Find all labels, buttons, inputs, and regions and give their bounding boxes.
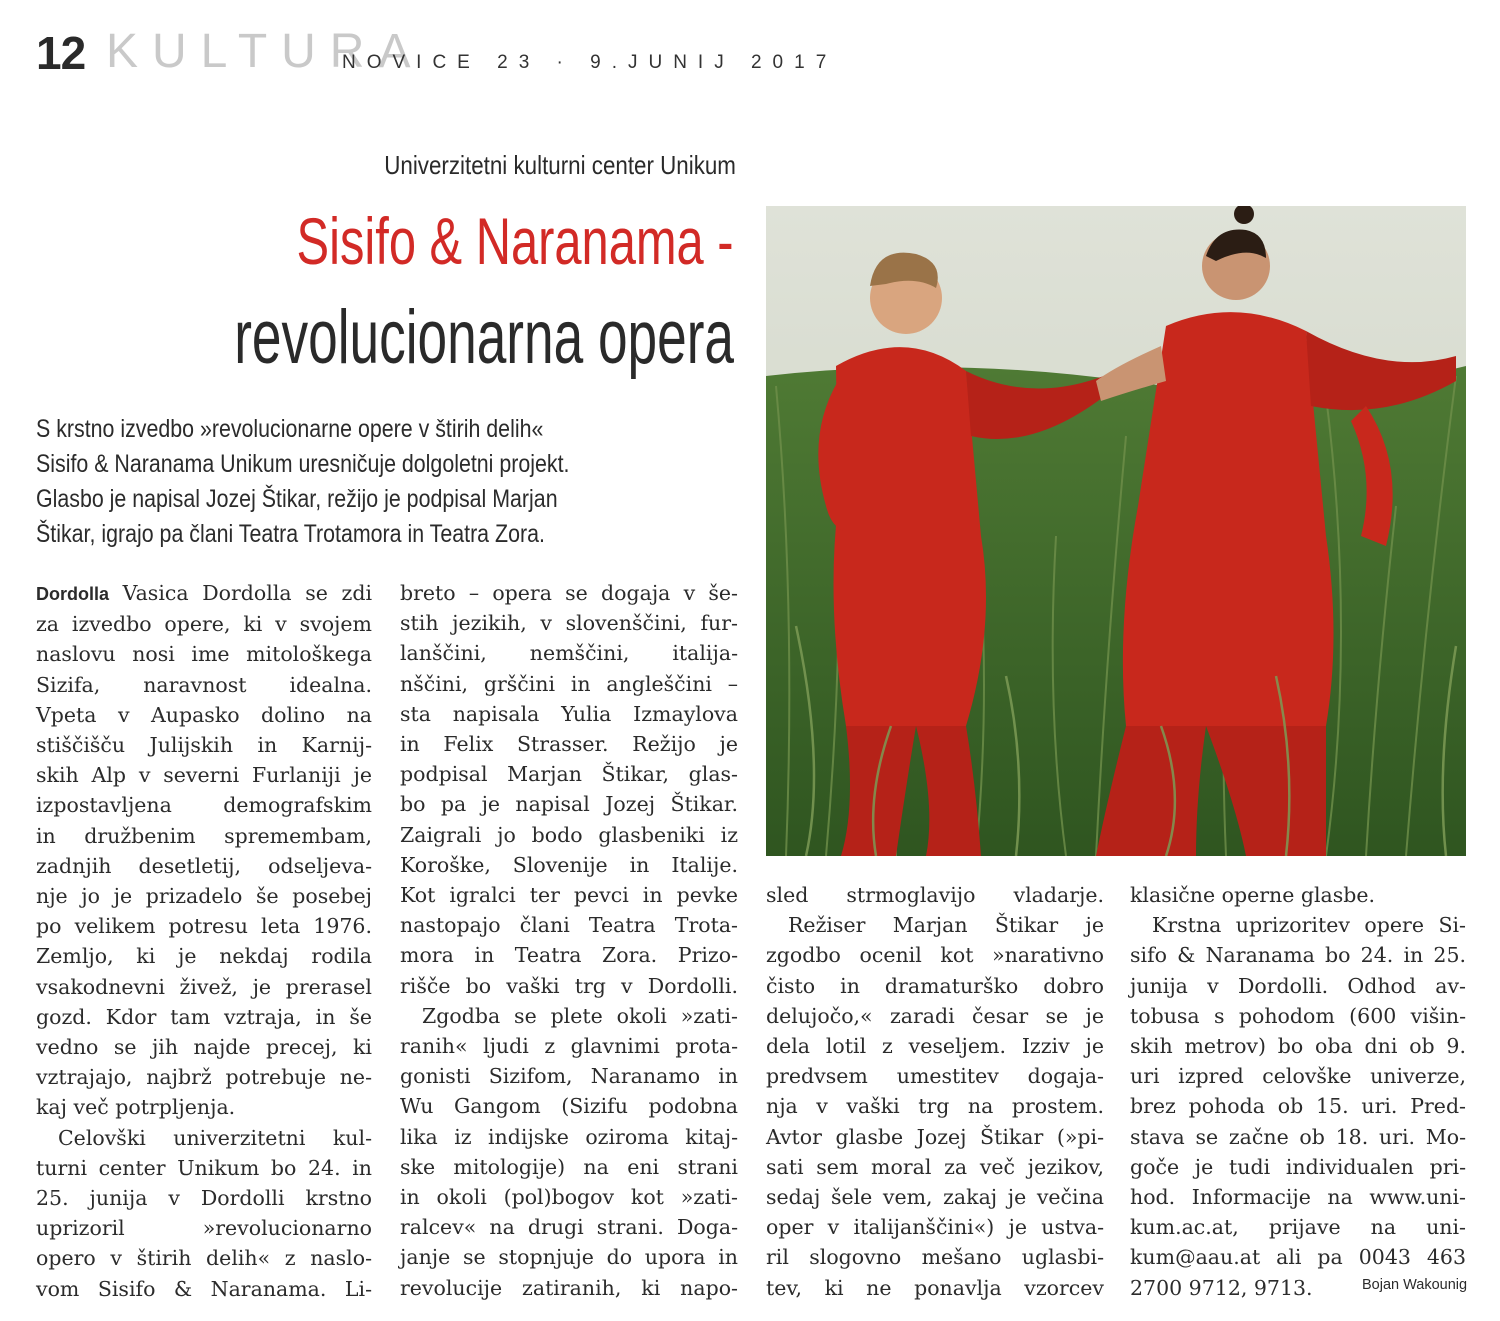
body-line: Vpeta v Aupasko dolino na bbox=[36, 702, 372, 727]
body-line: kaj več potrpljenja. bbox=[36, 1095, 236, 1120]
body-line: ske mitologije) na eni strani bbox=[400, 1154, 738, 1179]
body-line: za izvedbo opere, ki v svojem bbox=[36, 612, 372, 637]
body-text: Vasica Dordolla se zdi bbox=[109, 581, 372, 605]
body-line: in okoli (pol)bogov kot »zati- bbox=[400, 1185, 738, 1210]
article-column-3 bbox=[766, 880, 1104, 1303]
article-kicker: Univerzitetni kulturni center Unikum bbox=[384, 150, 736, 180]
body-line: in družbenim spremembam, bbox=[36, 823, 372, 848]
page-number: 12 bbox=[36, 27, 86, 79]
body-line: Zgodba se plete okoli »zati- bbox=[422, 1003, 738, 1028]
body-line: stih jezikih, v slovenščini, fur- bbox=[400, 611, 738, 636]
body-line: 2700 9712, 9713. bbox=[1130, 1275, 1313, 1300]
body-line: in Felix Strasser. Režijo je bbox=[400, 732, 738, 757]
body-line: vom Sisifo & Naranama. Li- bbox=[36, 1276, 372, 1301]
body-line: Koroške, Slovenije in Italije. bbox=[400, 852, 738, 877]
body-line: skih metrov) bo oba dni ob 9. bbox=[1130, 1034, 1466, 1059]
body-line: vztrajajo, najbrž potrebuje ne- bbox=[36, 1065, 372, 1090]
lead-line: Štikar, igrajo pa člani Teatra Trotamora in Teatra Zora. bbox=[36, 520, 545, 548]
body-line: stiščišču Julijskih in Karnij- bbox=[36, 733, 372, 758]
masthead bbox=[30, 22, 850, 84]
photo-performers-icon bbox=[766, 206, 1466, 856]
body-line: goče je tudi individualen pri- bbox=[1130, 1154, 1466, 1179]
body-line: gonisti Sizifom, Naranamo in bbox=[400, 1064, 738, 1089]
body-line: sedaj šele vem, zakaj je večina bbox=[766, 1185, 1104, 1210]
body-line: sifo & Naranama bo 24. in 25. bbox=[1130, 943, 1466, 968]
lead-line: Glasbo je napisal Jozej Štikar, režijo je podpisal Marjan bbox=[36, 485, 558, 513]
body-line: sta napisala Yulia Izmaylova bbox=[400, 701, 738, 726]
body-line: turni center Unikum bo 24. in bbox=[36, 1155, 372, 1180]
body-line: ril slogovno mešano uglasbi- bbox=[766, 1245, 1104, 1270]
body-line: Avtor glasbe Jozej Štikar (»pi- bbox=[766, 1124, 1104, 1149]
body-line: nastopajo člani Teatra Trota- bbox=[400, 913, 738, 938]
body-line: nje jo je prizadelo še posebej bbox=[36, 884, 372, 909]
body-line: klasične operne glasbe. bbox=[1130, 883, 1376, 907]
body-line: ralcev« na drugi strani. Doga- bbox=[400, 1215, 738, 1240]
body-line: gozd. Kdor tam vztraja, in še bbox=[36, 1004, 372, 1029]
body-line: kum@aau.at ali pa 0043 463 bbox=[1130, 1245, 1466, 1270]
headline-line-2: revolucionarna opera bbox=[234, 295, 734, 380]
body-line: 25. junija v Dordolli krstno bbox=[36, 1186, 372, 1211]
body-line: Sizifa, naravnost idealna. bbox=[36, 672, 372, 697]
body-line: tobusa s pohodom (600 višin- bbox=[1130, 1003, 1466, 1028]
byline: Bojan Wakounig bbox=[1362, 1277, 1468, 1293]
headline-line-1: Sisifo & Naranama - bbox=[296, 204, 734, 278]
body-line: Režiser Marjan Štikar je bbox=[788, 913, 1104, 938]
body-line: sati sem moral za več jezikov, bbox=[766, 1154, 1104, 1179]
article-photo bbox=[766, 206, 1466, 856]
body-line: breto – opera se dogaja v še- bbox=[400, 581, 738, 605]
body-line: nja v vaški trg na prostem. bbox=[766, 1094, 1104, 1119]
body-line: lanščini, nemščini, italija- bbox=[400, 641, 738, 666]
body-line: uprizoril »revolucionarno bbox=[36, 1216, 372, 1241]
body-line: janje se stopnjuje do upora in bbox=[400, 1245, 738, 1270]
body-line: vedno se jih najde precej, ki bbox=[36, 1035, 372, 1060]
body-line: dela lotil z veseljem. Izziv je bbox=[766, 1034, 1104, 1059]
body-line: rišče bo vaški trg v Dordolli. bbox=[400, 973, 738, 998]
body-line: uri izpred celovške univerze, bbox=[1130, 1064, 1466, 1089]
body-line: lika iz indijske oziroma kitaj- bbox=[400, 1124, 738, 1149]
body-line: delujočo,« zaradi česar se je bbox=[766, 1003, 1104, 1028]
body-line: po velikem potresu leta 1976. bbox=[36, 914, 372, 939]
body-line: brez pohoda ob 15. uri. Pred- bbox=[1130, 1094, 1466, 1119]
section-title: KULTURA bbox=[106, 25, 425, 78]
body-line: podpisal Marjan Štikar, glas- bbox=[400, 762, 738, 787]
body-line: Krstna uprizoritev opere Si- bbox=[1152, 913, 1466, 938]
body-line: sled strmoglavijo vladarje. bbox=[766, 883, 1104, 907]
body-line: Kot igralci ter pevci in pevke bbox=[400, 883, 738, 908]
body-line: oper v italijanščini«) je ustva- bbox=[766, 1215, 1104, 1240]
article-column-2 bbox=[400, 578, 738, 1303]
body-line: naslovu nosi ime mitološkega bbox=[36, 642, 372, 667]
body-line: opero v štirih delih« z naslo- bbox=[36, 1246, 372, 1271]
body-line: vsakodnevni živež, je prerasel bbox=[36, 974, 372, 999]
body-line: nščini, grščini in angleščini – bbox=[400, 671, 738, 696]
body-line: Celovški univerzitetni kul- bbox=[58, 1125, 372, 1150]
body-line: izpostavljena demografskim bbox=[36, 793, 372, 818]
body-line: tev, ki ne ponavlja vzorcev bbox=[766, 1275, 1104, 1300]
body-line: revolucije zatiranih, ki napo- bbox=[400, 1275, 738, 1300]
body-line: Zaigrali jo bodo glasbeniki iz bbox=[400, 822, 738, 847]
issue-info: NOVICE 23 · 9.JUNIJ 2017 bbox=[342, 52, 838, 73]
body-line: Wu Gangom (Sizifu podobna bbox=[400, 1094, 738, 1119]
dateline: Dordolla bbox=[36, 584, 110, 604]
body-line: kum.ac.at, prijave na uni- bbox=[1130, 1215, 1466, 1240]
body-line: zadnjih desetletij, odseljeva- bbox=[36, 853, 372, 878]
body-line: skih Alp v severni Furlaniji je bbox=[36, 763, 372, 788]
lead-line: S krstno izvedbo »revolucionarne opere v štirih delih« bbox=[36, 415, 544, 443]
body-line: čisto in dramaturško dobro bbox=[766, 973, 1104, 998]
article-column-4 bbox=[1130, 880, 1466, 1303]
body-line: stava se začne ob 18. uri. Mo- bbox=[1130, 1124, 1466, 1149]
body-line: hod. Informacije na www.uni- bbox=[1130, 1185, 1466, 1210]
body-line: bo pa je napisal Jozej Štikar. bbox=[400, 792, 738, 817]
body-line: Zemljo, ki je nekdaj rodila bbox=[36, 944, 372, 969]
lead-line: Sisifo & Naranama Unikum uresničuje dolgoletni projekt. bbox=[36, 450, 570, 478]
body-line: zgodbo ocenil kot »narativno bbox=[766, 943, 1104, 968]
body-line: ranih« ljudi z glavnimi prota- bbox=[400, 1034, 738, 1059]
article-lead bbox=[36, 412, 758, 552]
article-column-1 bbox=[36, 578, 372, 1304]
body-line: predvsem umestitev dogaja- bbox=[766, 1064, 1104, 1089]
body-line bbox=[36, 578, 372, 609]
body-line: mora in Teatra Zora. Prizo- bbox=[400, 943, 738, 968]
body-line: junija v Dordolli. Odhod av- bbox=[1130, 973, 1466, 998]
